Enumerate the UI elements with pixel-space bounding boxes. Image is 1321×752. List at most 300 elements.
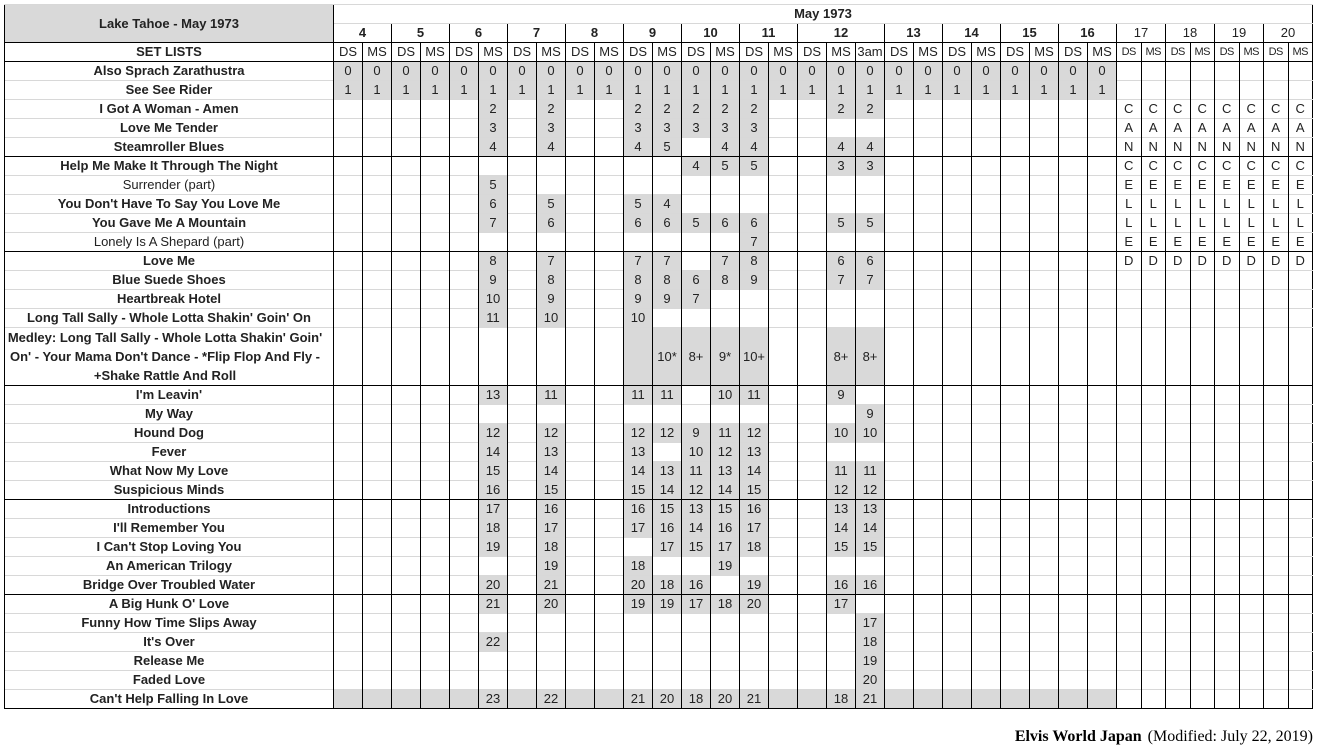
show-cell: 20 [537, 595, 566, 614]
show-cell [392, 462, 421, 481]
show-cell [479, 557, 508, 576]
show-cell: 2 [653, 100, 682, 119]
show-cell: C [1190, 157, 1215, 176]
show-cell [914, 405, 943, 424]
show-cell: 15 [740, 481, 769, 500]
show-cell [392, 557, 421, 576]
show-cell [1166, 424, 1191, 443]
show-cell [885, 500, 914, 519]
show-cell [1117, 690, 1142, 709]
show-cell [595, 462, 624, 481]
show-cell [682, 195, 711, 214]
show-cell [943, 271, 972, 290]
show-label: MS [972, 43, 1001, 62]
show-label: MS [1030, 43, 1059, 62]
show-cell [595, 119, 624, 138]
show-cell: 19 [856, 652, 885, 671]
show-cell [885, 233, 914, 252]
show-cell [1088, 271, 1117, 290]
show-cell [1001, 176, 1030, 195]
show-cell [885, 690, 914, 709]
show-cell: A [1215, 119, 1240, 138]
show-cell [885, 195, 914, 214]
show-cell [769, 157, 798, 176]
show-cell: 18 [740, 538, 769, 557]
show-cell [1088, 424, 1117, 443]
show-cell [1059, 443, 1088, 462]
show-cell [914, 424, 943, 443]
show-cell: 17 [711, 538, 740, 557]
show-cell [1288, 309, 1313, 328]
show-cell [421, 481, 450, 500]
show-cell [363, 633, 392, 652]
show-cell [1215, 557, 1240, 576]
show-cell [1001, 614, 1030, 633]
show-cell [508, 271, 537, 290]
show-cell: 17 [479, 500, 508, 519]
show-cell: 1 [1059, 81, 1088, 100]
show-cell [363, 671, 392, 690]
show-cell [450, 671, 479, 690]
show-cell: 14 [827, 519, 856, 538]
song-row [5, 100, 1313, 119]
show-cell [827, 557, 856, 576]
show-cell [537, 652, 566, 671]
show-cell [711, 671, 740, 690]
show-cell [421, 309, 450, 328]
show-cell [769, 671, 798, 690]
show-cell [595, 309, 624, 328]
song-row [5, 119, 1313, 138]
show-cell [943, 176, 972, 195]
show-cell: 0 [769, 62, 798, 81]
show-cell: 0 [1001, 62, 1030, 81]
show-cell [1288, 671, 1313, 690]
show-label: DS [566, 43, 595, 62]
show-cell [1264, 500, 1289, 519]
show-cell [798, 481, 827, 500]
show-cell [1088, 690, 1117, 709]
show-cell [1059, 481, 1088, 500]
show-cell [334, 405, 363, 424]
show-cell [1264, 462, 1289, 481]
show-cell [595, 481, 624, 500]
show-cell [914, 652, 943, 671]
show-cell [508, 671, 537, 690]
show-cell: A [1166, 119, 1191, 138]
song-title: It's Over [5, 633, 334, 652]
show-cell [1166, 652, 1191, 671]
show-cell: 5 [537, 195, 566, 214]
day-header: 8 [566, 24, 624, 43]
show-cell [392, 176, 421, 195]
song-title: Funny How Time Slips Away [5, 614, 334, 633]
show-cell: E [1215, 176, 1240, 195]
show-cell [1288, 557, 1313, 576]
show-cell: 4 [653, 195, 682, 214]
show-cell: 13 [827, 500, 856, 519]
show-cell [1059, 271, 1088, 290]
show-cell: 18 [479, 519, 508, 538]
day-header: 13 [885, 24, 943, 43]
show-cell [1117, 519, 1142, 538]
show-cell [769, 386, 798, 405]
show-cell [1239, 481, 1264, 500]
show-cell [1030, 405, 1059, 424]
show-cell [1088, 157, 1117, 176]
show-cell [740, 195, 769, 214]
show-cell: D [1288, 252, 1313, 271]
show-cell [595, 576, 624, 595]
show-cell [450, 576, 479, 595]
show-cell [1001, 424, 1030, 443]
show-cell [566, 252, 595, 271]
show-cell [450, 176, 479, 195]
show-cell [450, 328, 479, 386]
show-cell [363, 443, 392, 462]
show-cell [595, 290, 624, 309]
show-cell [972, 233, 1001, 252]
show-cell [1001, 443, 1030, 462]
show-cell [943, 690, 972, 709]
show-cell: L [1215, 195, 1240, 214]
show-cell [363, 690, 392, 709]
show-cell [1141, 519, 1166, 538]
show-cell [1166, 462, 1191, 481]
show-cell: L [1264, 195, 1289, 214]
show-cell [798, 119, 827, 138]
song-row [5, 157, 1313, 176]
show-cell: 17 [653, 538, 682, 557]
show-cell: 0 [508, 62, 537, 81]
show-cell [1239, 328, 1264, 386]
show-cell [363, 652, 392, 671]
show-cell [943, 309, 972, 328]
show-cell [334, 481, 363, 500]
show-cell: E [1264, 176, 1289, 195]
show-cell: C [1166, 157, 1191, 176]
show-cell [450, 233, 479, 252]
show-cell: 1 [479, 81, 508, 100]
show-cell [566, 557, 595, 576]
show-cell [566, 576, 595, 595]
show-cell [595, 138, 624, 157]
footer [1015, 728, 1313, 746]
show-cell [1239, 652, 1264, 671]
show-cell [1117, 424, 1142, 443]
show-cell [740, 633, 769, 652]
show-cell [566, 462, 595, 481]
show-cell: 0 [479, 62, 508, 81]
show-cell: C [1215, 100, 1240, 119]
show-cell [1001, 500, 1030, 519]
show-cell [508, 252, 537, 271]
show-cell [1117, 538, 1142, 557]
show-cell: C [1288, 100, 1313, 119]
show-cell [595, 233, 624, 252]
show-cell [1215, 443, 1240, 462]
show-cell [1117, 595, 1142, 614]
show-cell [1288, 386, 1313, 405]
show-cell [769, 538, 798, 557]
show-cell [798, 195, 827, 214]
show-cell [972, 481, 1001, 500]
song-row [5, 138, 1313, 157]
show-cell: 2 [624, 100, 653, 119]
show-cell [508, 138, 537, 157]
show-cell [334, 443, 363, 462]
show-cell [1190, 424, 1215, 443]
show-cell [769, 614, 798, 633]
show-cell [334, 538, 363, 557]
show-cell [972, 119, 1001, 138]
show-cell: 1 [363, 81, 392, 100]
show-cell [334, 100, 363, 119]
show-cell [740, 557, 769, 576]
show-cell [450, 100, 479, 119]
show-cell [508, 690, 537, 709]
show-cell [1141, 538, 1166, 557]
show-cell: E [1166, 233, 1191, 252]
show-cell: 9 [653, 290, 682, 309]
show-cell: 8+ [827, 328, 856, 386]
show-cell [798, 138, 827, 157]
show-cell [1059, 633, 1088, 652]
show-cell [334, 157, 363, 176]
show-cell [827, 652, 856, 671]
show-cell [914, 252, 943, 271]
show-cell [798, 690, 827, 709]
show-cell [1288, 271, 1313, 290]
show-cell [798, 462, 827, 481]
show-cell [914, 195, 943, 214]
show-cell [392, 271, 421, 290]
show-cell [798, 328, 827, 386]
show-cell [711, 233, 740, 252]
show-cell: 19 [740, 576, 769, 595]
show-label: MS [1288, 43, 1313, 62]
show-cell: L [1264, 214, 1289, 233]
show-cell [1264, 290, 1289, 309]
show-cell: E [1288, 233, 1313, 252]
show-cell [1190, 595, 1215, 614]
song-title: Long Tall Sally - Whole Lotta Shakin' Goin' On [5, 309, 334, 328]
show-cell [1117, 405, 1142, 424]
show-cell [1264, 328, 1289, 386]
show-cell [856, 290, 885, 309]
show-cell: 17 [537, 519, 566, 538]
show-cell [1001, 386, 1030, 405]
show-cell: 15 [624, 481, 653, 500]
show-cell [421, 690, 450, 709]
show-label: DS [1264, 43, 1289, 62]
show-cell [827, 176, 856, 195]
show-cell [595, 214, 624, 233]
show-cell [363, 462, 392, 481]
show-cell [682, 176, 711, 195]
show-cell: 8+ [856, 328, 885, 386]
show-cell [1215, 690, 1240, 709]
show-cell: 20 [653, 690, 682, 709]
show-cell [972, 633, 1001, 652]
show-cell [885, 424, 914, 443]
show-cell: 5 [624, 195, 653, 214]
show-cell [334, 271, 363, 290]
show-cell [769, 328, 798, 386]
show-cell [885, 100, 914, 119]
show-cell: A [1117, 119, 1142, 138]
show-cell [392, 481, 421, 500]
show-cell [827, 614, 856, 633]
song-title: Blue Suede Shoes [5, 271, 334, 290]
show-cell: 8 [740, 252, 769, 271]
show-cell: 1 [392, 81, 421, 100]
show-cell [1030, 233, 1059, 252]
table-title: Lake Tahoe - May 1973 [5, 5, 334, 43]
show-cell [363, 119, 392, 138]
show-cell [885, 309, 914, 328]
show-cell [769, 252, 798, 271]
show-cell: 9 [856, 405, 885, 424]
show-cell: 14 [479, 443, 508, 462]
show-cell: 7 [740, 233, 769, 252]
show-cell [1190, 309, 1215, 328]
show-cell [827, 633, 856, 652]
show-cell [450, 290, 479, 309]
show-cell [943, 252, 972, 271]
show-cell: 8 [624, 271, 653, 290]
show-cell: 13 [740, 443, 769, 462]
show-cell [943, 214, 972, 233]
show-cell [1239, 671, 1264, 690]
show-cell [1239, 62, 1264, 81]
show-cell [653, 157, 682, 176]
show-cell: E [1117, 233, 1142, 252]
show-cell [711, 309, 740, 328]
show-cell [1141, 443, 1166, 462]
show-cell [1264, 576, 1289, 595]
show-cell [1141, 557, 1166, 576]
show-cell: C [1141, 100, 1166, 119]
show-label: DS [740, 43, 769, 62]
show-cell [769, 214, 798, 233]
show-cell [1059, 500, 1088, 519]
show-cell: 16 [537, 500, 566, 519]
show-cell [1215, 290, 1240, 309]
show-cell: C [1264, 157, 1289, 176]
show-cell: 6 [711, 214, 740, 233]
show-cell [1215, 81, 1240, 100]
show-cell [1141, 462, 1166, 481]
show-cell [1117, 62, 1142, 81]
show-cell [1059, 100, 1088, 119]
show-cell [1190, 386, 1215, 405]
day-header: 4 [334, 24, 392, 43]
show-cell: 21 [537, 576, 566, 595]
show-cell: C [1288, 157, 1313, 176]
show-cell [972, 138, 1001, 157]
show-cell: 4 [711, 138, 740, 157]
show-label: MS [914, 43, 943, 62]
show-cell [1166, 481, 1191, 500]
show-cell: N [1117, 138, 1142, 157]
show-cell [1030, 119, 1059, 138]
show-cell [1141, 671, 1166, 690]
show-cell [972, 500, 1001, 519]
show-cell [1190, 652, 1215, 671]
show-cell: 10 [537, 309, 566, 328]
song-title: A Big Hunk O' Love [5, 595, 334, 614]
show-cell [798, 443, 827, 462]
show-cell [740, 671, 769, 690]
show-cell [1215, 652, 1240, 671]
show-cell [450, 214, 479, 233]
show-cell: 12 [711, 443, 740, 462]
song-title: My Way [5, 405, 334, 424]
show-cell [334, 176, 363, 195]
show-cell [943, 290, 972, 309]
show-cell [711, 652, 740, 671]
show-cell [566, 309, 595, 328]
show-cell [740, 405, 769, 424]
show-cell: 7 [682, 290, 711, 309]
show-cell [972, 176, 1001, 195]
show-cell: 9 [479, 271, 508, 290]
show-cell [885, 633, 914, 652]
show-cell: 6 [537, 214, 566, 233]
show-cell [1166, 595, 1191, 614]
show-cell: 14 [682, 519, 711, 538]
show-cell [1215, 614, 1240, 633]
show-cell [1030, 195, 1059, 214]
song-row [5, 557, 1313, 576]
show-cell [392, 443, 421, 462]
show-cell [1141, 309, 1166, 328]
show-cell [450, 195, 479, 214]
show-cell [566, 233, 595, 252]
show-cell [914, 671, 943, 690]
show-cell [566, 328, 595, 386]
show-cell [508, 576, 537, 595]
show-cell [1264, 81, 1289, 100]
show-label: DS [450, 43, 479, 62]
show-cell [1088, 652, 1117, 671]
song-title: Love Me [5, 252, 334, 271]
show-cell [1239, 690, 1264, 709]
show-cell [421, 386, 450, 405]
show-cell: 1 [1030, 81, 1059, 100]
show-cell [566, 652, 595, 671]
day-header: 14 [943, 24, 1001, 43]
show-cell [1059, 252, 1088, 271]
show-cell: 5 [856, 214, 885, 233]
show-cell [363, 138, 392, 157]
show-cell: 10 [479, 290, 508, 309]
show-cell [508, 481, 537, 500]
show-cell [421, 500, 450, 519]
show-cell [508, 424, 537, 443]
show-cell: 15 [827, 538, 856, 557]
show-cell [363, 424, 392, 443]
show-cell: 9 [827, 386, 856, 405]
show-cell [972, 443, 1001, 462]
show-cell [798, 633, 827, 652]
show-cell [1117, 652, 1142, 671]
show-cell [624, 157, 653, 176]
show-cell [450, 462, 479, 481]
song-row [5, 690, 1313, 709]
show-cell [798, 538, 827, 557]
